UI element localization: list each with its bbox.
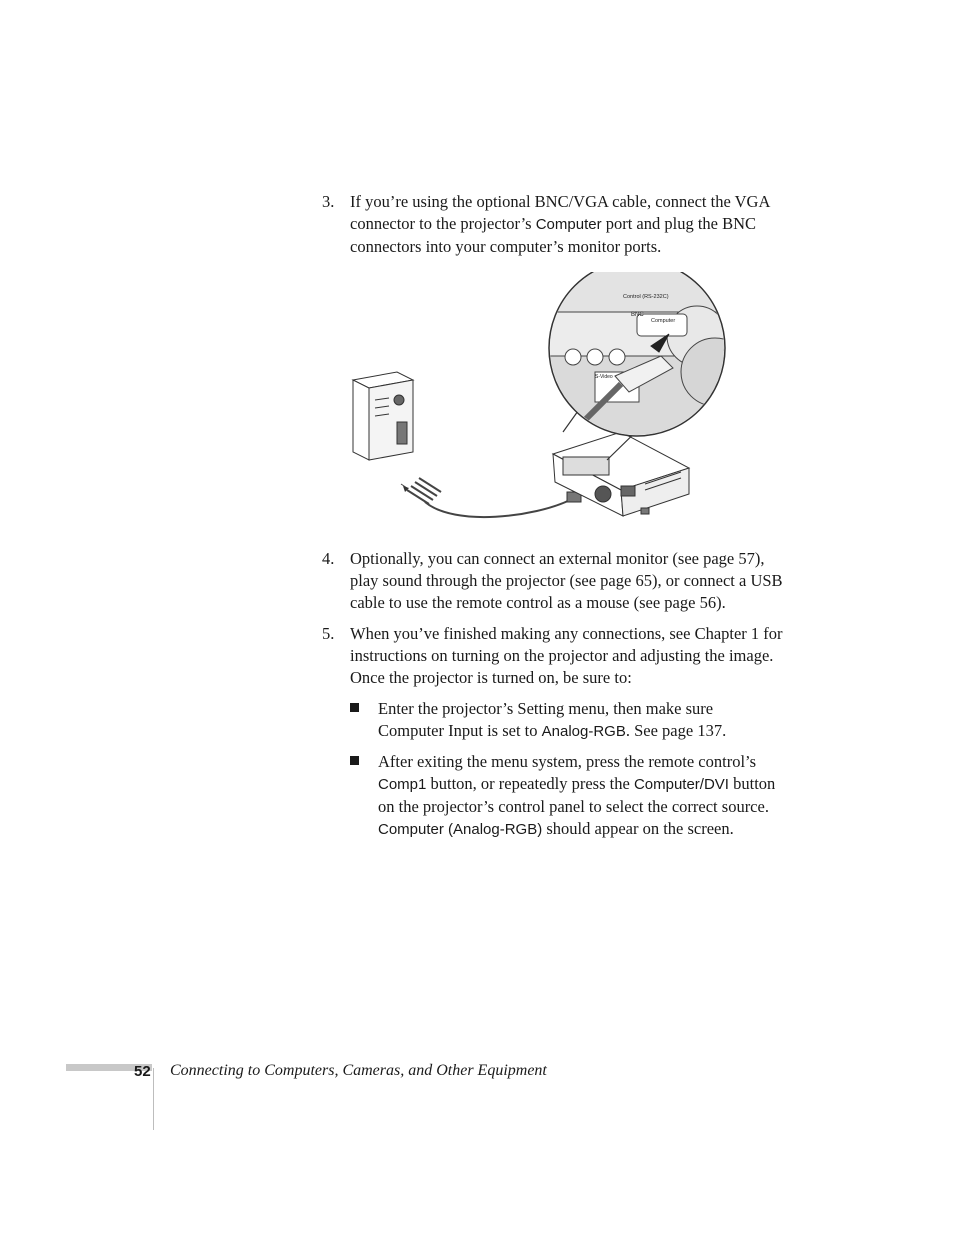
bnc-cable-illustration <box>401 478 581 517</box>
bullet-item <box>350 751 780 841</box>
running-title: Connecting to Computers, Cameras, and Other Equipment <box>170 1062 547 1079</box>
magnified-port-callout <box>545 272 749 460</box>
computer-tower-illustration <box>353 372 413 460</box>
bullet-text: After exiting the menu system, press the remote control’s Comp1 button, or repeatedly press the Computer/DVI button on the projector’s control panel to select the correct source. Computer (Analog-RGB) should appear on the screen. <box>378 752 776 838</box>
bullet-square-icon <box>350 756 359 765</box>
step-number: 4. <box>322 549 335 568</box>
svideo-port-label: S-Video <box>595 374 613 380</box>
step-4 <box>322 548 792 614</box>
bnc-port-label: BNC <box>631 312 644 318</box>
bullet-square-icon <box>350 703 359 712</box>
step-3 <box>322 191 792 258</box>
ui-term: Comp1 <box>378 776 427 793</box>
bullet-item <box>350 698 780 743</box>
step-text: When you’ve finished making any connections, see Chapter 1 for instructions on turning on the projector and adjusting the image. Once the projector is turned on, be sure to: <box>350 624 783 687</box>
step-number: 3. <box>322 192 335 211</box>
step-text: If you’re using the optional BNC/VGA cable, connect the VGA connector to the projector’s Computer port and plug the BNC connectors into your computer’s monitor ports. <box>350 192 770 256</box>
page-number: 52 <box>134 1063 151 1080</box>
ui-term: Computer/DVI <box>633 776 729 793</box>
step-5 <box>322 623 792 689</box>
step-number: 5. <box>322 624 335 643</box>
ui-term: Analog-RGB <box>541 723 626 740</box>
ui-term: Computer <box>535 216 602 233</box>
control-port-label: Control (RS-232C) <box>623 294 669 300</box>
footer-rule <box>153 1068 154 1130</box>
step-text: Optionally, you can connect an external monitor (see page 57), play sound through the projector (see page 65), or connect a USB cable to use the remote control as a mouse (see page 56). <box>350 549 783 612</box>
connection-illustration <box>345 272 765 532</box>
computer-port-label: Computer <box>651 318 676 324</box>
ui-term: Computer (Analog-RGB) <box>378 821 543 838</box>
bullet-text: Enter the projector’s Setting menu, then make sure Computer Input is set to Analog-RGB. See page 137. <box>378 699 727 740</box>
projector-illustration <box>553 432 689 516</box>
